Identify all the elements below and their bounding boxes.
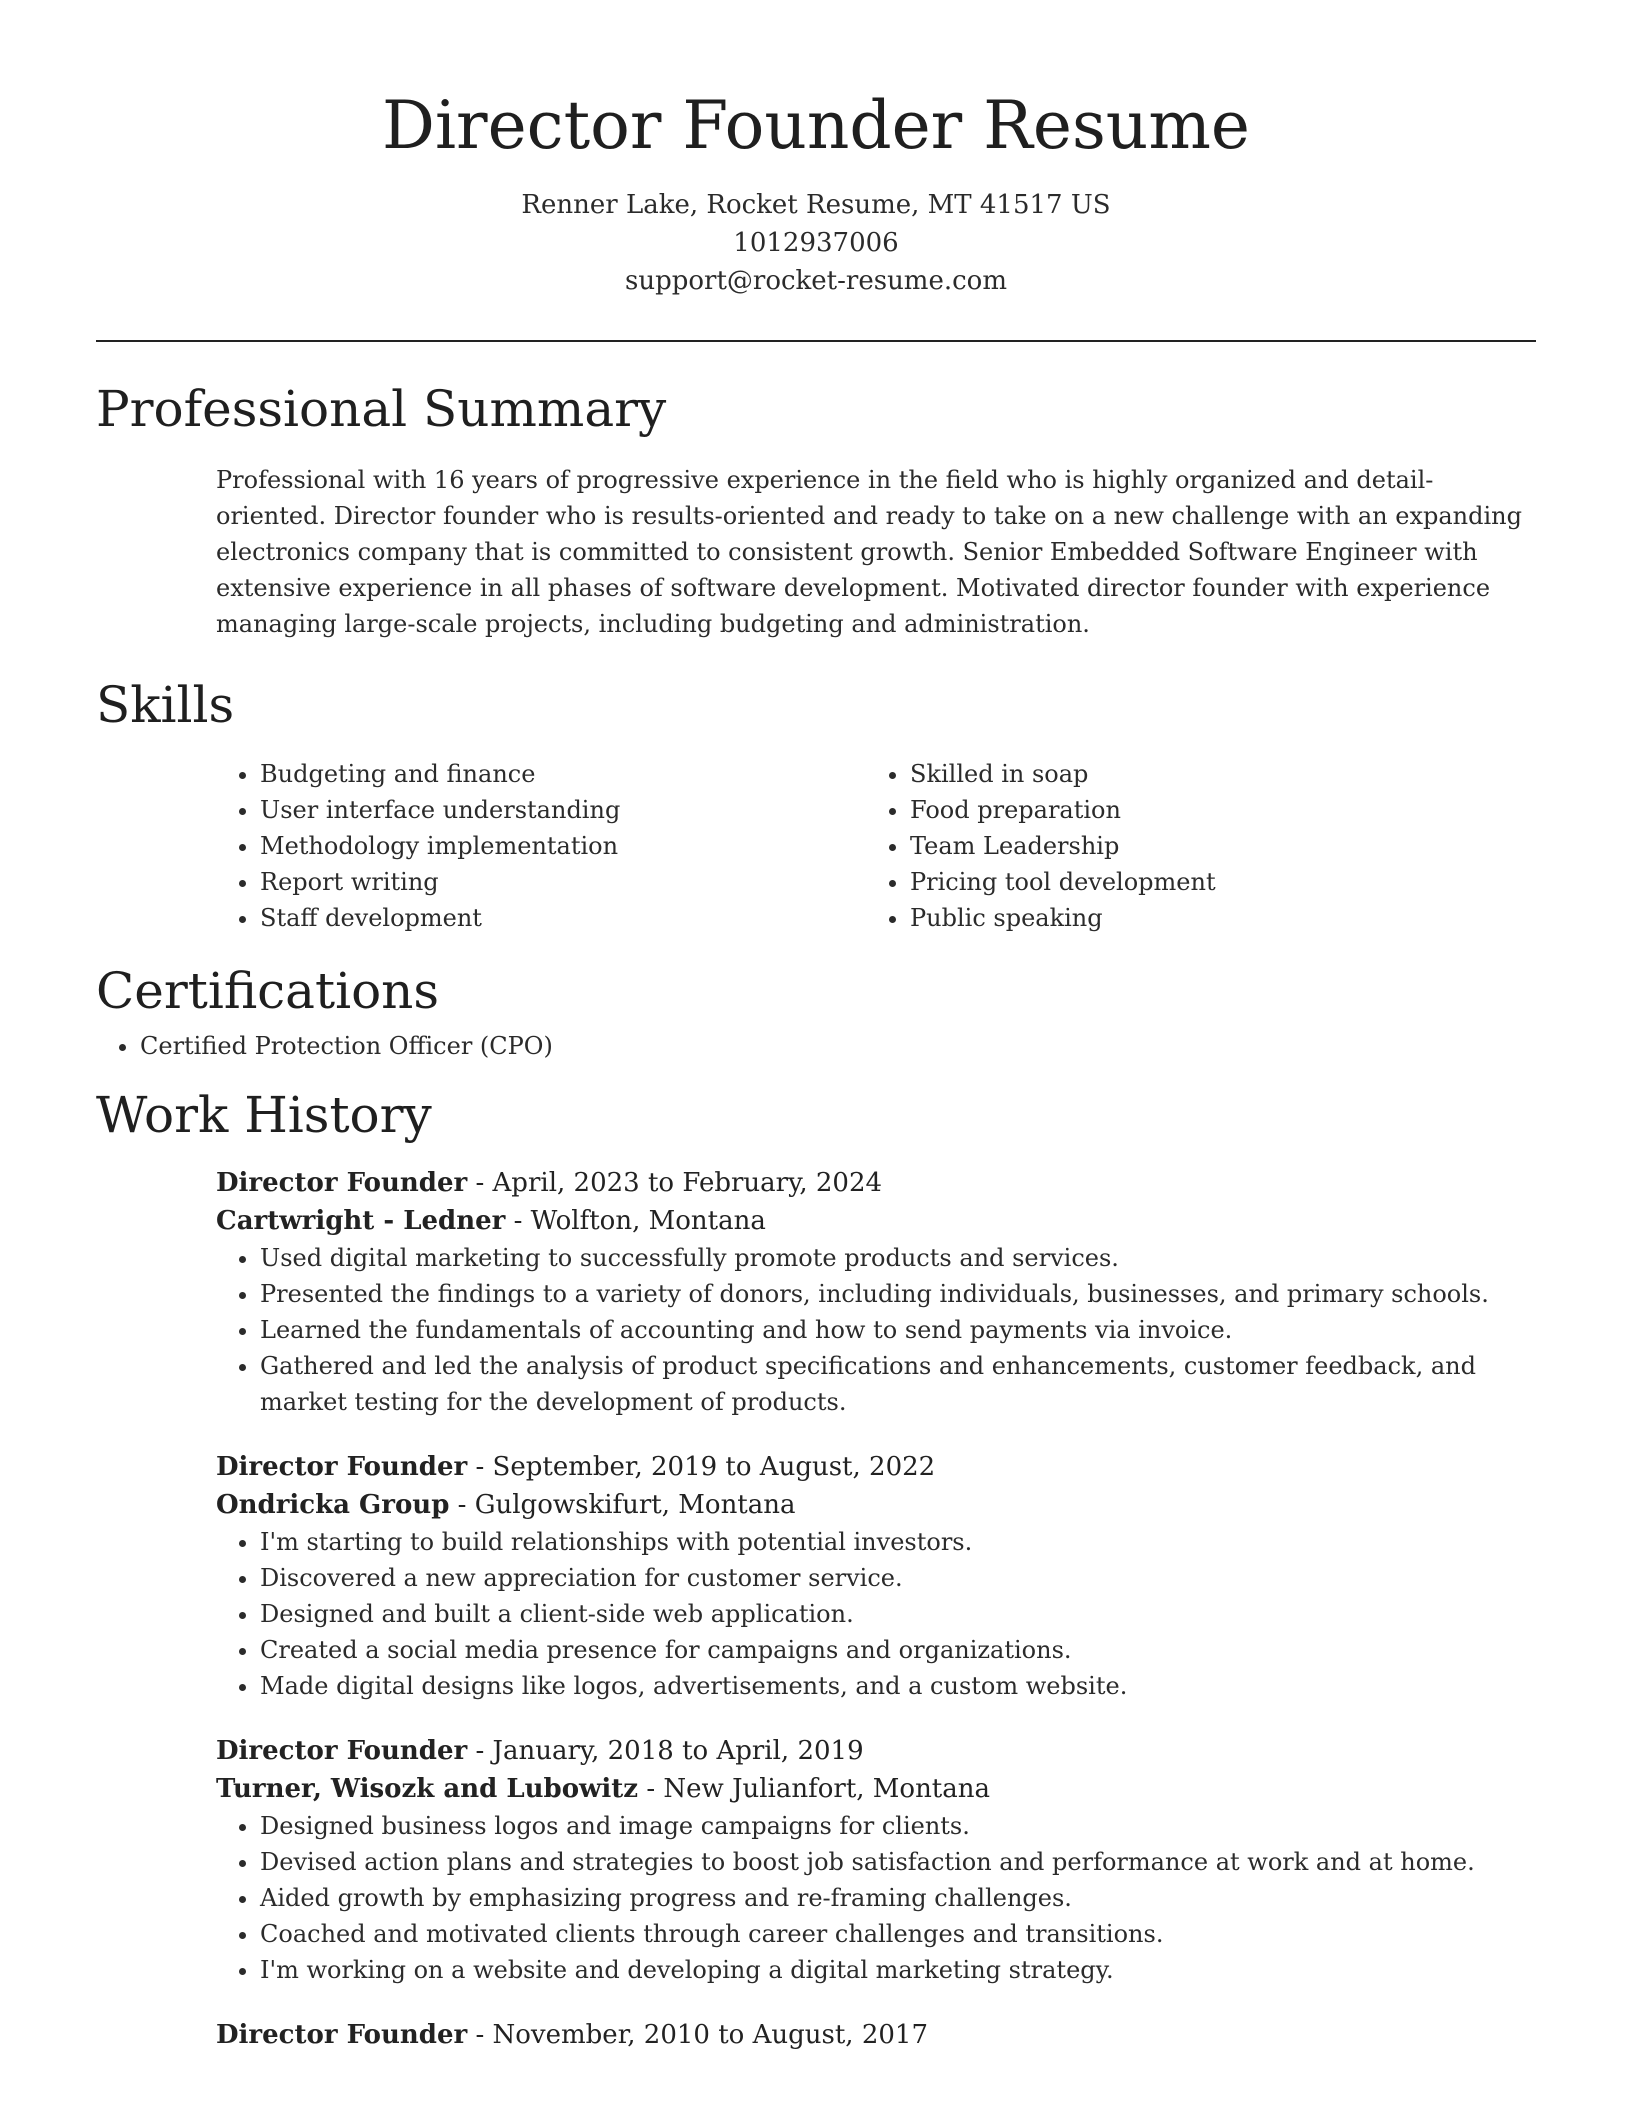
- job-company: Turner, Wisozk and Lubowitz: [216, 1774, 639, 1804]
- header-divider: [96, 340, 1536, 342]
- job-company: Cartwright - Ledner: [216, 1206, 506, 1236]
- job-bullet: • Made digital designs like logos, advertisements, and a custom website.: [260, 1668, 1536, 1704]
- job-title: Director Founder: [216, 2020, 468, 2050]
- job-entry: [216, 1732, 1536, 1988]
- job-title-line: Director Founder - January, 2018 to April, 2019: [216, 1736, 864, 1766]
- job-title: Director Founder: [216, 1736, 468, 1766]
- work-history-section: [96, 1078, 1536, 2054]
- job-bullet: • I'm working on a website and developing a digital marketing strategy.: [260, 1952, 1536, 1988]
- skills-heading: Skills: [96, 676, 235, 734]
- job-dates: November, 2010 to August, 2017: [492, 2020, 928, 2050]
- job-bullet: • Devised action plans and strategies to boost job satisfaction and performance at work and at home.: [260, 1844, 1536, 1880]
- job-bullet: • Gathered and led the analysis of product specifications and enhancements, customer feedback, and market testing for the development of products.: [260, 1348, 1536, 1420]
- job-dates: September, 2019 to August, 2022: [492, 1452, 936, 1482]
- job-company-line: Turner, Wisozk and Lubowitz - New Julianfort, Montana: [216, 1774, 991, 1804]
- job-bullet: • Designed business logos and image campaigns for clients.: [260, 1808, 1536, 1844]
- job-entry: [216, 2016, 1536, 2054]
- contact-address: Renner Lake, Rocket Resume, MT 41517 US: [521, 190, 1111, 220]
- resume-body: [96, 372, 1536, 2054]
- job-company: Ondricka Group: [216, 1490, 450, 1520]
- certifications-section: [96, 954, 1536, 1064]
- skill-item: • Food preparation: [910, 792, 1516, 828]
- certifications-list: [96, 1028, 1536, 1064]
- job-location: Gulgowskifurt, Montana: [474, 1490, 796, 1520]
- job-bullet: • Learned the fundamentals of accounting and how to send payments via invoice.: [260, 1312, 1536, 1348]
- job-bullet: • I'm starting to build relationships with potential investors.: [260, 1524, 1536, 1560]
- job-title: Director Founder: [216, 1452, 468, 1482]
- job-bullet: • Presented the findings to a variety of donors, including individuals, businesses, and primary schools.: [260, 1276, 1536, 1312]
- skill-item: • Staff development: [260, 900, 866, 936]
- summary-text: Professional with 16 years of progressive experience in the field who is highly organized and detail-oriented. Director founder who is results-oriented and ready to take on a new challenge with an expanding electronics company that is committed to consistent growth. Senior Embedded Software Engineer with extensive experience in all phases of software development. Motivated director founder with experience managing large-scale projects, including budgeting and administration.: [216, 466, 1522, 638]
- job-location: Wolfton, Montana: [530, 1206, 766, 1236]
- certification-item: • Certified Protection Officer (CPO): [140, 1028, 1536, 1064]
- job-bullet-list: [216, 1240, 1536, 1420]
- job-title: Director Founder: [216, 1168, 468, 1198]
- job-bullet-list: [216, 1808, 1536, 1988]
- job-bullet: • Designed and built a client-side web application.: [260, 1596, 1536, 1632]
- summary-section: [96, 372, 1536, 642]
- job-bullet: • Aided growth by emphasizing progress and re-framing challenges.: [260, 1880, 1536, 1916]
- certifications-heading: Certifications: [96, 962, 440, 1020]
- job-title-line: Director Founder - November, 2010 to August, 2017: [216, 2020, 928, 2050]
- skill-item: • Skilled in soap: [910, 756, 1516, 792]
- job-dates: January, 2018 to April, 2019: [492, 1736, 864, 1766]
- skill-item: • Methodology implementation: [260, 828, 866, 864]
- skills-section: [96, 668, 1536, 936]
- work-history-heading: Work History: [96, 1086, 432, 1144]
- skill-item: • Budgeting and finance: [260, 756, 866, 792]
- job-title-line: Director Founder - April, 2023 to February, 2024: [216, 1168, 883, 1198]
- job-location: New Julianfort, Montana: [663, 1774, 991, 1804]
- job-bullet: • Discovered a new appreciation for customer service.: [260, 1560, 1536, 1596]
- contact-email: support@rocket-resume.com: [624, 266, 1007, 296]
- skills-list-right: [866, 756, 1516, 936]
- skills-list-left: [216, 756, 866, 936]
- skill-item: • Public speaking: [910, 900, 1516, 936]
- skill-item: • User interface understanding: [260, 792, 866, 828]
- contact-phone: 1012937006: [733, 228, 899, 258]
- skill-item: • Pricing tool development: [910, 864, 1516, 900]
- job-entry: [216, 1448, 1536, 1704]
- job-bullet: • Used digital marketing to successfully promote products and services.: [260, 1240, 1536, 1276]
- skills-columns: [216, 756, 1536, 936]
- job-title-line: Director Founder - September, 2019 to August, 2022: [216, 1452, 936, 1482]
- job-company-line: Cartwright - Ledner - Wolfton, Montana: [216, 1206, 766, 1236]
- skill-item: • Team Leadership: [910, 828, 1516, 864]
- resume-title: Director Founder Resume: [382, 87, 1250, 164]
- skill-item: • Report writing: [260, 864, 866, 900]
- contact-info: [0, 186, 1632, 300]
- job-bullet-list: [216, 1524, 1536, 1704]
- summary-heading: Professional Summary: [96, 380, 667, 438]
- resume-header: [0, 84, 1632, 300]
- job-bullet: • Created a social media presence for campaigns and organizations.: [260, 1632, 1536, 1668]
- job-company-line: Ondricka Group - Gulgowskifurt, Montana: [216, 1490, 796, 1520]
- job-dates: April, 2023 to February, 2024: [492, 1168, 883, 1198]
- job-bullet: • Coached and motivated clients through career challenges and transitions.: [260, 1916, 1536, 1952]
- job-entry: [216, 1164, 1536, 1420]
